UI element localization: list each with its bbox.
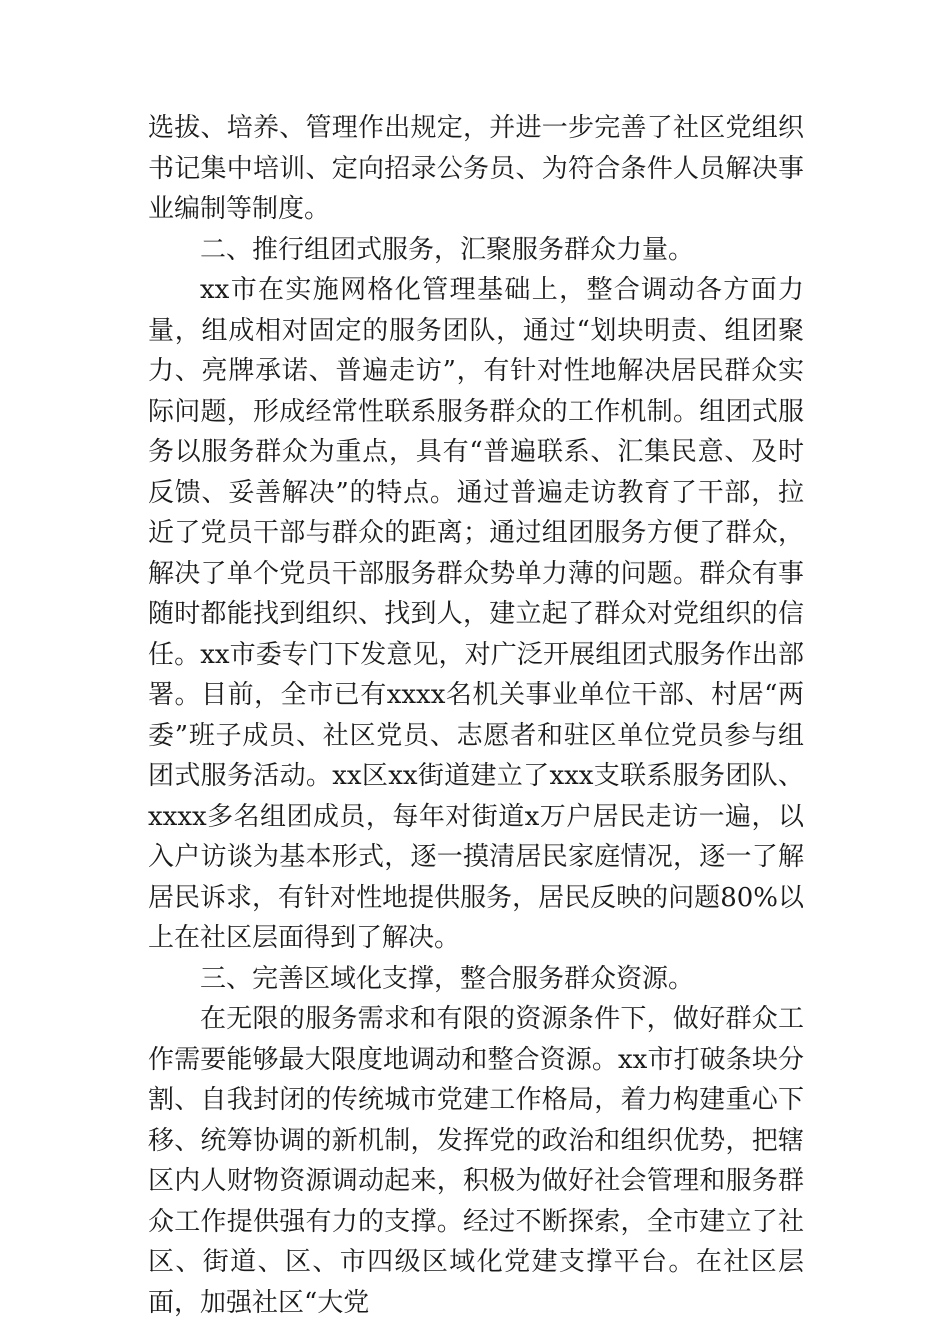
section-heading-2: 二、推行组团式服务，汇聚服务群众力量。 <box>200 234 695 265</box>
section-heading-3: 三、完善区域化支撑，整合服务群众资源。 <box>200 963 695 994</box>
paragraph-group-service: xx市在实施网格化管理基础上，整合调动各方面力量，组成相对固定的服务团队，通过“划块明责、组团聚力、亮牌承诺、普遍走访”，有针对性地解决居民群众实际问题，形成经常性联系服务群众的工作机制。组团式服务以服务群众为重点，具有“普遍联系、汇集民意、及时反馈、妥善解决”的特点。通过普遍走访教育了干部，拉近了党员干部与群众的距离；通过组团服务方便了群众，解决了单个党员干部服务群众势单力薄的问题。群众有事随时都能找到组织、找到人，建立起了群众对党组织的信任。xx市委专门下发意见，对广泛开展组团式服务作出部署。目前，全市已有xxxx名机关事业单位干部、村居“两委”班子成员、社区党员、志愿者和驻区单位党员参与组团式服务活动。xx区xx街道建立了xxx支联系服务团队、xxxx多名组团成员，每年对街道x万户居民走访一遍，以入户访谈为基本形式，逐一摸清居民家庭情况，逐一了解居民诉求，有针对性地提供服务，居民反映的问题80%以上在社区层面得到了解决。 <box>148 275 804 953</box>
paragraph-continuation: 选拔、培养、管理作出规定，并进一步完善了社区党组织书记集中培训、定向招录公务员、为符合条件人员解决事业编制等制度。 <box>148 113 804 224</box>
document-body <box>148 108 804 1323</box>
paragraph-regional-support: 在无限的服务需求和有限的资源条件下，做好群众工作需要能够最大限度地调动和整合资源。xx市打破条块分割、自我封闭的传统城市党建工作格局，着力构建重心下移、统筹协调的新机制，发挥党的政治和组织优势，把辖区内人财物资源调动起来，积极为做好社会管理和服务群众工作提供强有力的支撑。经过不断探索，全市建立了社区、街道、区、市四级区域化党建支撑平台。在社区层面，加强社区“大党 <box>148 1004 804 1318</box>
